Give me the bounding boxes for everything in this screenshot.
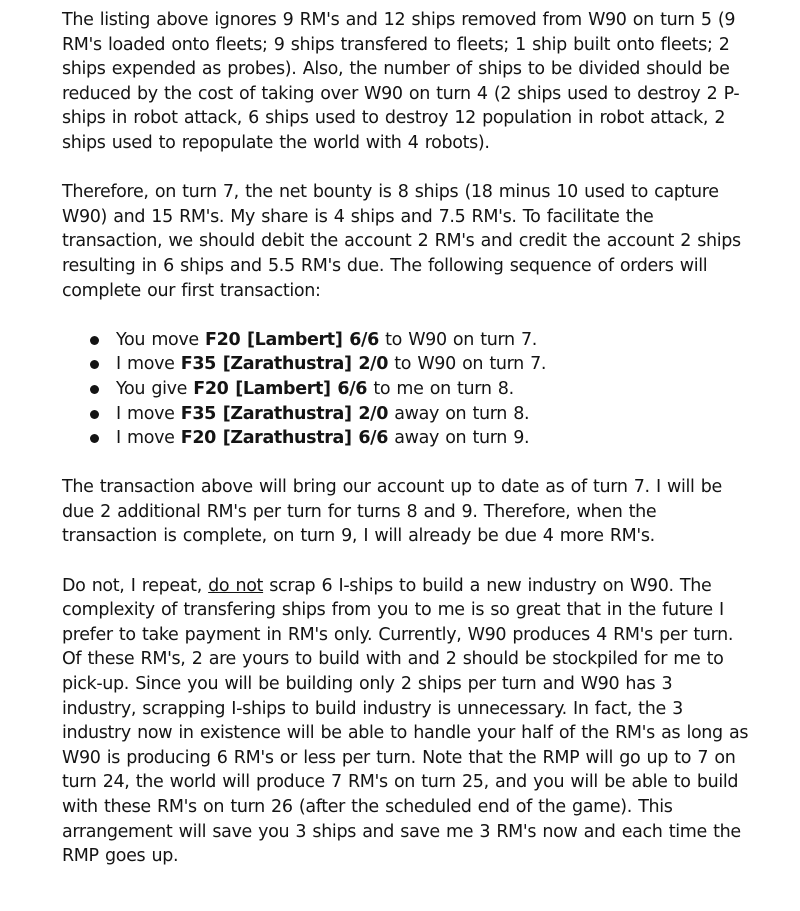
order-text: to W90 on turn 7. bbox=[388, 354, 547, 375]
bullet-icon bbox=[90, 410, 99, 419]
order-text: to me on turn 8. bbox=[367, 378, 514, 399]
paragraph-gap bbox=[62, 451, 752, 476]
order-text: You move bbox=[116, 329, 206, 350]
order-item bbox=[90, 402, 752, 427]
order-text: I move bbox=[116, 354, 181, 375]
fleet-designation: F20 [Lambert] 6/6 bbox=[193, 378, 368, 399]
order-sequence-list bbox=[62, 328, 752, 451]
paragraph-gap bbox=[62, 303, 752, 328]
paragraph-transaction-summary: The transaction above will bring our account up to date as of turn 7. I will be due 2 additional RM's per turn for turns 8 and 9. Therefore, when the transaction is complete, on turn 9, I will already be due 4 more RM's. bbox=[62, 477, 722, 547]
bullet-icon bbox=[90, 385, 99, 394]
order-item bbox=[90, 328, 752, 353]
paragraph-gap bbox=[62, 549, 752, 574]
letter-page bbox=[62, 8, 752, 869]
order-item bbox=[90, 352, 752, 377]
paragraph-gap bbox=[62, 156, 752, 181]
order-item bbox=[90, 426, 752, 451]
paragraph-ignored-listing: The listing above ignores 9 RM's and 12 ships removed from W90 on turn 5 (9 RM's loaded onto fleets; 9 ships transfered to fleets; 1 ship built onto fleets; 2 ships expended as probes). Also, the number of ships to be divided should be reduced by the cost of taking over W90 on turn 4 (2 ships used to destroy 2 P-ships in robot attack, 6 ships used to destroy 12 population in robot attack, 2 ships used to repopulate the world with 4 robots). bbox=[62, 10, 740, 153]
order-text: You give bbox=[116, 378, 194, 399]
bullet-icon bbox=[90, 360, 99, 369]
paragraph-net-bounty: Therefore, on turn 7, the net bounty is 8 ships (18 minus 10 used to capture W90) and 15 RM's. My share is 4 ships and 7.5 RM's. To facilitate the transaction, we should debit the account 2 RM's and credit the account 2 ships resulting in 6 ships and 5.5 RM's due. The following sequence of orders will complete our first transaction: bbox=[62, 182, 741, 301]
order-text: to W90 on turn 7. bbox=[378, 329, 537, 350]
order-text: away on turn 9. bbox=[388, 428, 530, 449]
order-text: I move bbox=[116, 428, 181, 449]
fleet-designation: F35 [Zarathustra] 2/0 bbox=[180, 403, 389, 424]
bullet-icon bbox=[90, 434, 99, 443]
fleet-designation: F20 [Zarathustra] 6/6 bbox=[180, 428, 389, 449]
order-item bbox=[90, 377, 752, 402]
order-text: I move bbox=[116, 403, 181, 424]
bullet-icon bbox=[90, 336, 99, 345]
paragraph-scrap-warning bbox=[62, 574, 752, 869]
fleet-designation: F35 [Zarathustra] 2/0 bbox=[180, 354, 389, 375]
fleet-designation: F20 [Lambert] 6/6 bbox=[205, 329, 379, 350]
warning-body: scrap 6 I-ships to build a new industry on W90. The complexity of transfering ships from you to me is so great that in the future I prefer to take payment in RM's only. Currently, W90 produces 4 RM's per turn. Of these RM's, 2 are yours to build with and 2 should be stockpiled for me to pick-up. Since you will be building only 2 ships per turn and W90 has 3 industry, scrapping I-ships to build industry is unnecessary. In fact, the 3 industry now in existence will be able to handle your half of the RM's as long as W90 is producing 6 RM's or less per turn. Note that the RMP will go up to 7 on turn 24, the world will produce 7 RM's on turn 25, and you will be able to build with these RM's on turn 26 (after the scheduled end of the game). This arrangement will save you 3 ships and save me 3 RM's now and each time the RMP goes up. bbox=[62, 575, 749, 867]
underlined-emphasis: do not bbox=[208, 575, 264, 596]
warning-lead: Do not, I repeat, bbox=[62, 575, 209, 596]
order-text: away on turn 8. bbox=[388, 403, 530, 424]
